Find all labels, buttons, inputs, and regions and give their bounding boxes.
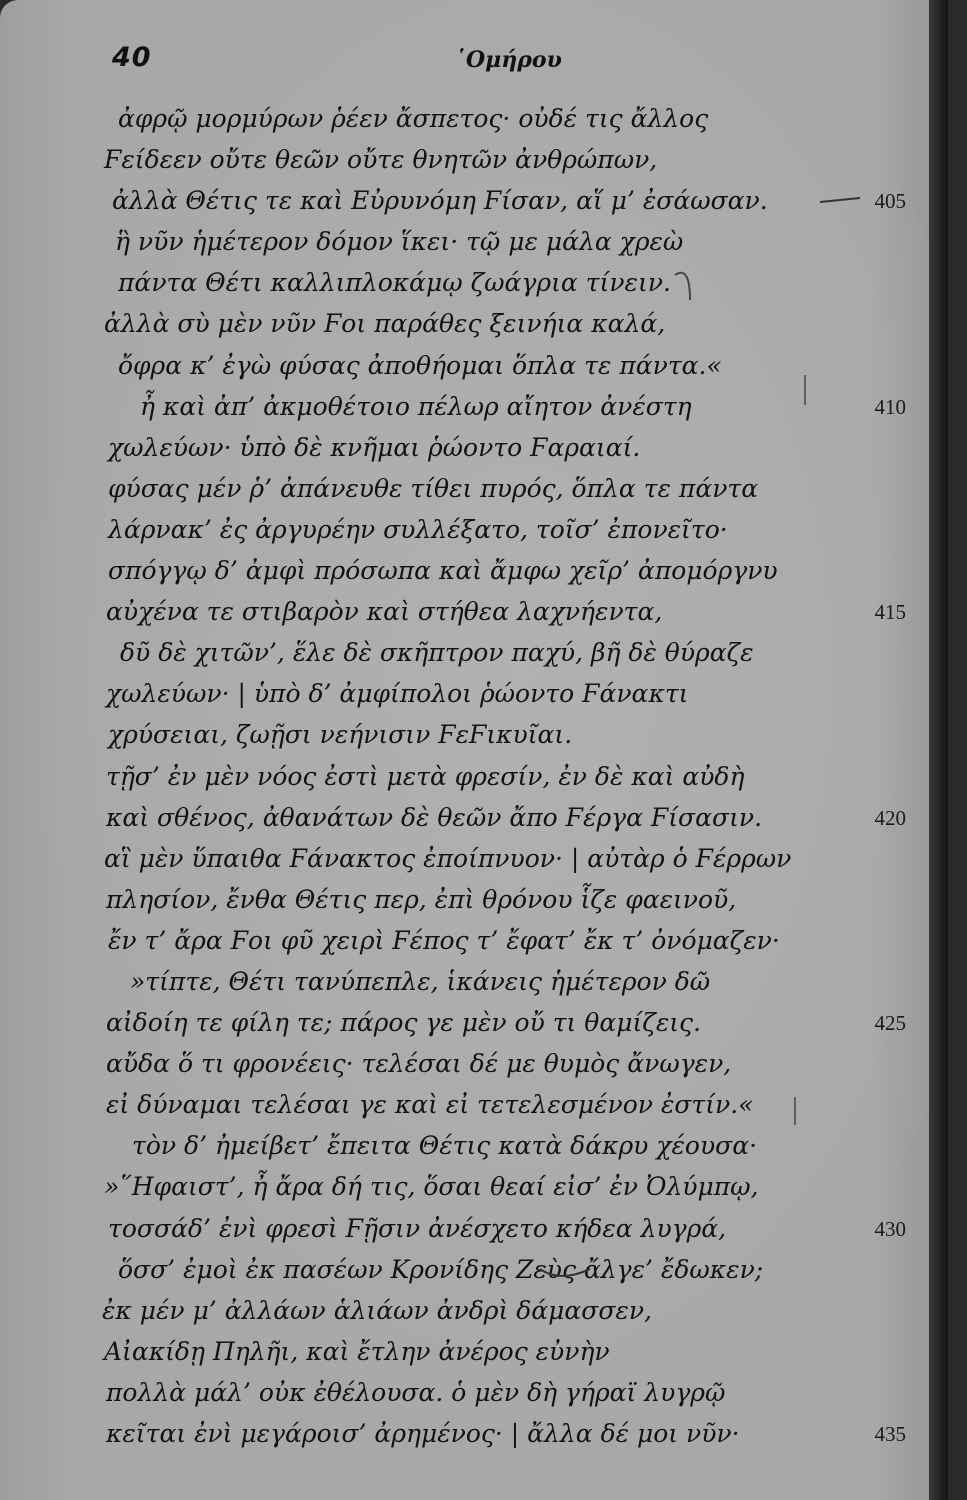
verse-line <box>0 512 948 553</box>
verse-line <box>0 1334 948 1375</box>
verse-line <box>0 1375 948 1416</box>
verse-text: ἣ νῦν ἡμέτερον δόμον ἵκει· τῷ με μάλα χρεὼ <box>115 227 684 257</box>
verse-text: χρύσειαι, ζωῇσι νεήνισιν ϜεϜικυῖαι. <box>108 720 573 750</box>
verse-line <box>0 882 948 923</box>
verse-text: ἀλλὰ σὺ μὲν νῦν Ϝοι παράθες ξεινήια καλά, <box>104 309 666 339</box>
verse-line <box>0 471 948 512</box>
verse-line <box>0 759 948 800</box>
verse-text: φύσας μέν ῥ’ ἀπάνευθε τίθει πυρός, ὅπλα τε πάντα <box>108 473 759 503</box>
verse-text: ἀφρῷ μορμύρων ῥέεν ἄσπετος· οὐδέ τις ἄλλος <box>118 104 709 133</box>
verse-text: ἔν τ’ ἄρα Ϝοι φῦ χειρὶ Ϝέπος τ’ ἔφατ’ ἔκ τ’ ὀνόμαζεν· <box>108 925 780 955</box>
verse-line <box>0 1169 948 1210</box>
verse-line <box>0 923 948 964</box>
verse-text: πάντα Θέτι καλλιπλοκάμῳ ζωάγρια τίνειν. <box>118 268 671 298</box>
verse-text: ἐκ μέν μ’ ἀλλάων ἁλιάων ἀνδρὶ δάμασσεν, <box>102 1295 652 1325</box>
verse-text: πλησίον, ἔνθα Θέτις περ, ἐπὶ θρόνου ἷζε φαεινοῦ, <box>106 884 737 914</box>
verse-line <box>0 1046 948 1087</box>
verse-text: αἰδοίη τε φίλη τε; πάρος γε μὲν οὔ τι θαμίζεις. <box>106 1008 701 1038</box>
verse-text: ἀλλὰ Θέτις τε καὶ Εὐρυνόμη Ϝίσαν, αἵ μ’ ἐσάωσαν. <box>112 186 768 216</box>
verse-text: ὄφρα κ’ ἐγὼ φύσας ἀποθήομαι ὅπλα τε πάντα.« <box>118 350 722 380</box>
line-number: 435 <box>874 1422 906 1446</box>
line-number: 415 <box>874 600 906 625</box>
verse-text: τὸν δ’ ἠμείβετ’ ἔπειτα Θέτις κατὰ δάκρυ χέουσα· <box>132 1131 758 1161</box>
verse-line <box>0 800 948 841</box>
verse-line <box>0 430 948 471</box>
verse-text: καὶ σθένος, ἀθανάτων δὲ θεῶν ἄπο Ϝέργα Ϝίσασιν. <box>106 802 763 832</box>
verse-line <box>0 1211 948 1252</box>
verse-line <box>0 1005 948 1046</box>
verse-text: Ϝείδεεν οὔτε θεῶν οὔτε θνητῶν ἀνθρώπων, <box>104 145 658 175</box>
verse-text: Αἰακίδῃ Πηλῆι, καὶ ἔτλην ἀνέρος εὐνὴν <box>104 1336 610 1366</box>
line-number: 420 <box>874 805 906 830</box>
verse-text: λάρνακ’ ἐς ἀργυρέην συλλέξατο, τοῖσ’ ἐπονεῖτο· <box>108 514 728 544</box>
verse-line <box>0 964 948 1005</box>
verse-text: χωλεύων· | ὑπὸ δ’ ἀμφίπολοι ῥώοντο Ϝάνακτι <box>106 679 689 709</box>
verse-line <box>0 101 948 142</box>
verse-text: ὅσσ’ ἐμοὶ ἐκ πασέων Κρονίδης Ζεὺς ἄλγε’ ἔδωκεν; <box>118 1254 764 1284</box>
line-number: 410 <box>874 394 906 419</box>
verse-line <box>0 1252 948 1293</box>
verse-text: τῇσ’ ἐν μὲν νόος ἐστὶ μετὰ φρεσίν, ἐν δὲ καὶ αὐδὴ <box>106 761 745 791</box>
verse-text: αὔδα ὅ τι φρονέεις· τελέσαι δέ με θυμὸς ἄνωγεν, <box>106 1049 732 1079</box>
verse-line <box>0 1128 948 1169</box>
line-number: 425 <box>874 1011 906 1036</box>
verse-line <box>0 717 948 758</box>
verse-line <box>0 306 948 347</box>
page-number: 40 <box>112 42 152 73</box>
running-head: ῾Ομήρου <box>455 47 562 73</box>
verse-text: αἳ μὲν ὕπαιθα Ϝάνακτος ἐποίπνυον· | αὐτὰρ ὁ Ϝέρρων <box>104 843 792 873</box>
verse-line <box>0 389 948 430</box>
verse-text: χωλεύων· ὑπὸ δὲ κνῆμαι ῥώοντο Ϝαραιαί. <box>108 432 641 462</box>
verse-text: δῦ δὲ χιτῶν’, ἕλε δὲ σκῆπτρον παχύ, βῆ δὲ θύραζε <box>120 638 754 668</box>
verse-line <box>0 1087 948 1128</box>
verse-line <box>0 594 948 635</box>
verse-line <box>0 676 948 717</box>
verse-text: σπόγγῳ δ’ ἀμφὶ πρόσωπα καὶ ἄμφω χεῖρ’ ἀπομόργνυ <box>108 556 778 586</box>
verse-text: »τίπτε, Θέτι τανύπεπλε, ἱκάνεις ἡμέτερον δῶ <box>130 966 711 996</box>
verse-text: »῞Ηφαιστ’, ἦ ἄρα δή τις, ὅσαι θεαί εἰσ’ ἐν Ὀλύμπῳ, <box>104 1172 759 1202</box>
verse-line <box>0 841 948 882</box>
verse-line <box>0 635 948 676</box>
verse-line <box>0 183 948 224</box>
page-edge-shadow <box>929 0 948 1500</box>
line-number: 430 <box>874 1216 906 1241</box>
verse-line <box>0 553 948 594</box>
verse-text: εἰ δύναμαι τελέσαι γε καὶ εἰ τετελεσμένον ἐστίν.« <box>106 1090 754 1120</box>
line-number: 405 <box>874 189 906 214</box>
verse-line <box>0 1416 948 1457</box>
verse-line <box>0 224 948 265</box>
verse-text: αὐχένα τε στιβαρὸν καὶ στήθεα λαχνήεντα, <box>106 597 663 627</box>
verse-text: ἦ καὶ ἀπ’ ἀκμοθέτοιο πέλωρ αἴητον ἀνέστη <box>140 391 692 421</box>
verse-text: κεῖται ἐνὶ μεγάροισ’ ἀρημένος· | ἄλλα δέ μοι νῦν· <box>106 1419 740 1448</box>
verse-line <box>0 1293 948 1334</box>
verse-text: πολλὰ μάλ’ οὐκ ἐθέλουσα. ὁ μὲν δὴ γήραϊ λυγρῷ <box>106 1377 726 1407</box>
verse-line <box>0 348 948 389</box>
verse-block <box>0 101 948 1457</box>
verse-text: τοσσάδ’ ἐνὶ φρεσὶ Ϝῇσιν ἀνέσχετο κήδεα λυγρά, <box>108 1213 727 1243</box>
verse-line <box>0 142 948 183</box>
verse-line <box>0 265 948 306</box>
